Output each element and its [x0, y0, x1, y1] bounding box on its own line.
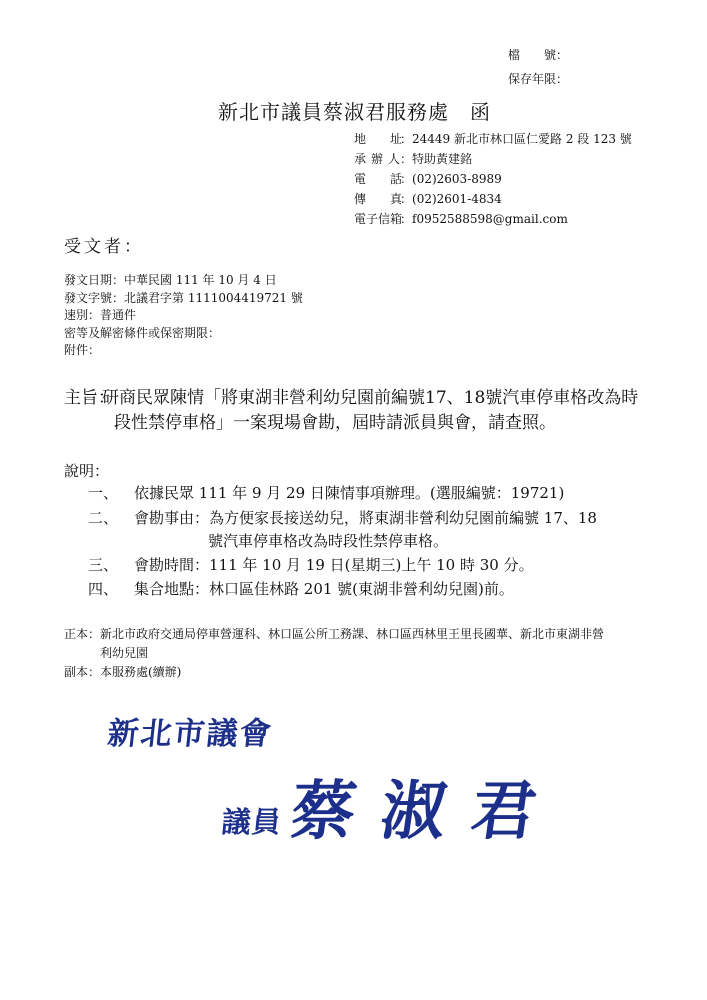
contact-fax: 傳 真：(02)2601-4834 [354, 192, 502, 206]
explanation-item-2: 二、 會勘事由：為方便家長接送幼兒，將東湖非營利幼兒園前編號 17、18 [88, 509, 597, 527]
council-stamp: 新北市議會 [105, 716, 275, 752]
councilor-name-stamp: 蔡 淑 君 [285, 775, 543, 849]
explanation-item-2-cont: 號汽車停車格改為時段性禁停車格。 [208, 532, 449, 550]
explanation-item-1: 一、 依據民眾 111 年 9 月 29 日陳情事項辦理。(選服編號：19721) [88, 484, 565, 502]
issue-date: 發文日期：中華民國 111 年 10 月 4 日 [64, 273, 277, 287]
explanation-item-4: 四、 集合地點：林口區佳林路 201 號(東湖非營利幼兒園)前。 [88, 580, 514, 598]
contact-email: 電子信箱：f0952588598@gmail.com [354, 212, 568, 226]
urgency: 速別：普通件 [64, 308, 137, 322]
recipient-label: 受文者： [64, 237, 144, 257]
councilor-title-stamp: 議員 [220, 805, 284, 839]
contact-block [354, 129, 632, 229]
explanation-item-3: 三、 會勘時間：111 年 10 月 19 日(星期三)上午 10 時 30 分。 [88, 556, 534, 574]
main-recipients-cont: 利幼兒園 [100, 646, 149, 660]
attachments: 附件： [64, 343, 101, 357]
subject-label: 主旨： [64, 388, 115, 408]
contact-phone: 電 話：(02)2603-8989 [354, 172, 502, 186]
classification: 密等及解密條件或保密期限： [64, 325, 221, 340]
issue-number: 發文字號：北議君字第 1111004419721 號 [64, 290, 303, 305]
document-title: 新北市議員蔡淑君服務處 函 [218, 100, 491, 124]
file-number-label: 檔 號： [508, 48, 569, 62]
subject-line-1: 研商民眾陳情「將東湖非營利幼兒園前編號17、18號汽車停車格改為時 [102, 388, 639, 408]
explanation-label: 說明： [64, 462, 110, 480]
copy-recipients: 副本：本服務處(續辦) [64, 665, 182, 679]
contact-handler: 承 辦 人：特助黃建銘 [354, 152, 473, 166]
retention-period-label: 保存年限： [508, 72, 569, 86]
main-recipients: 正本：新北市政府交通局停車營運科、林口區公所工務課、林口區西林里王里長國華、新北市東湖非營 [64, 627, 605, 641]
subject-line-2: 段性禁停車格」一案現場會勘，屆時請派員與會，請查照。 [114, 413, 556, 433]
contact-address: 地 址：24449 新北市林口區仁愛路 2 段 123 號 [354, 132, 632, 146]
issue-info [64, 272, 303, 360]
